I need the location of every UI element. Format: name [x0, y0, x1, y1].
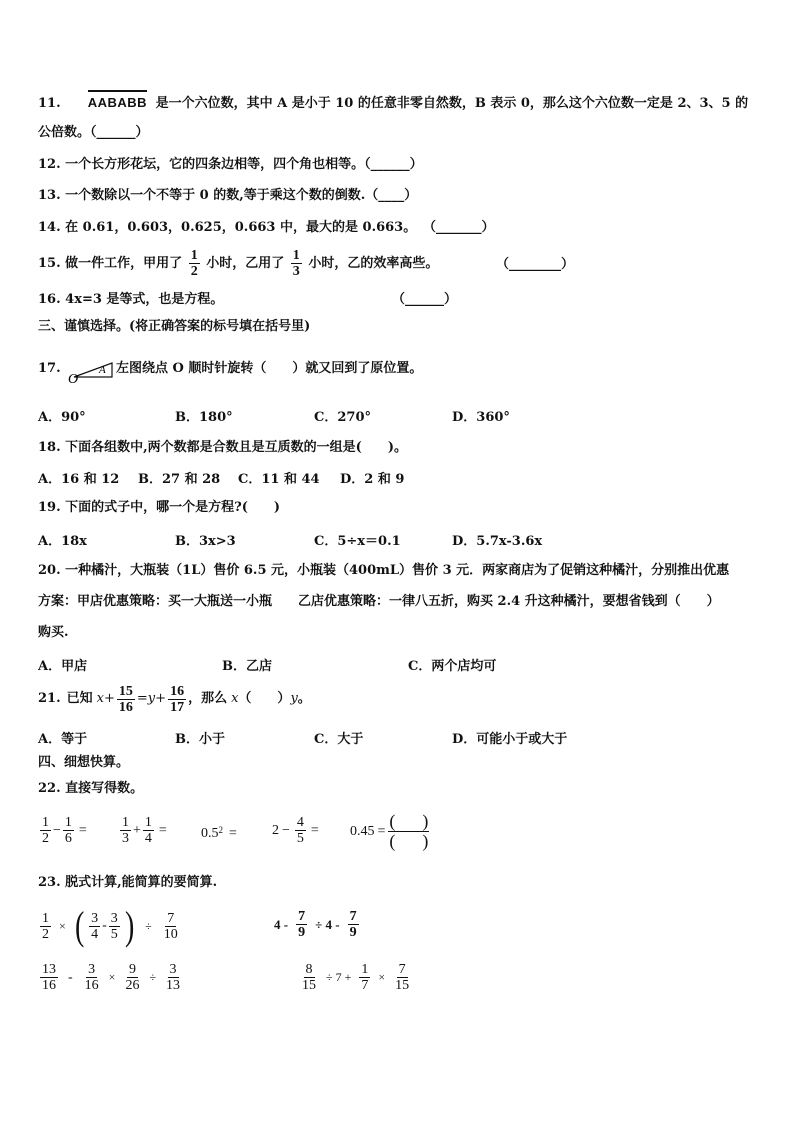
- question-11: [38, 90, 748, 113]
- mental-calc-1: $\frac{1}{2}$ − $\frac{1}{6}$ =: [42, 815, 87, 846]
- question-text: 下面各组数中,两个数都是合数且是互质数的一组是( )。: [65, 440, 407, 455]
- option-b[interactable]: B．3x>3: [175, 534, 236, 549]
- answer-paren-14[interactable]: （_______）: [423, 220, 495, 235]
- question-23: [38, 874, 217, 892]
- question-18: [38, 439, 407, 457]
- option-b[interactable]: B．乙店: [222, 659, 272, 674]
- step-calc-3: $\frac{13}{16}$ - $\frac{3}{16}$ × $\frac{9}{26}$ ÷ $\frac{3}{13}$: [42, 962, 181, 993]
- question-text: 一个长方形花坛，它的四条边相等，四个角也相等。（______）: [65, 157, 423, 172]
- option-a[interactable]: A．18x: [38, 534, 87, 549]
- question-20-line-3: 购买.: [38, 625, 69, 640]
- step-calc-1: $\frac{1}{2}$ × ( $\frac{3}{4}$ - $\frac{3}{5}$ ) ÷ $\frac{7}{10}$: [42, 903, 178, 948]
- options-18: [38, 468, 758, 486]
- option-a[interactable]: A．90°: [38, 410, 86, 425]
- variable-x: x: [96, 691, 104, 706]
- step-calc-4: $\frac{8}{15}$ ÷ 7 + $\frac{1}{7}$ × $\frac{7}{15}$: [302, 962, 410, 993]
- option-b[interactable]: B．小于: [175, 732, 225, 747]
- question-17: [38, 360, 61, 378]
- question-text: 脱式计算,能简算的要简算.: [65, 875, 218, 890]
- question-14: [38, 219, 416, 237]
- question-text: 左图绕点 O 顺时针旋转（ ）就又回到了原位置。: [116, 361, 423, 376]
- question-text: 小时，乙的效率高些。: [308, 256, 439, 271]
- question-number: 15.: [38, 256, 61, 271]
- question-number: 19.: [38, 500, 61, 515]
- option-c[interactable]: C．大于: [314, 732, 364, 747]
- question-16: [38, 291, 223, 309]
- options-20: [38, 655, 758, 673]
- answer-paren-21[interactable]: （ ）: [238, 691, 291, 706]
- question-number: 20.: [38, 563, 61, 578]
- question-number: 13.: [38, 188, 61, 203]
- question-number: 17.: [38, 361, 61, 376]
- question-text: 在 0.61，0.603，0.625，0.663 中，最大的是 0.663。: [65, 220, 417, 235]
- option-c[interactable]: C．两个店均可: [408, 659, 497, 674]
- mental-calc-3: 0.5 $^2$ =: [201, 825, 237, 841]
- option-b[interactable]: B．27 和 28: [138, 472, 221, 487]
- mental-calc-4: 2 − $\frac{4}{5}$ =: [272, 815, 319, 846]
- variable-y: y: [147, 691, 156, 706]
- option-d[interactable]: D．2 和 9: [340, 472, 405, 487]
- question-text: 小时，乙用了: [206, 256, 285, 271]
- question-text: 已知: [66, 691, 93, 706]
- fraction: $\frac{1}{2}$: [190, 248, 198, 279]
- question-number: 21.: [38, 691, 61, 706]
- mental-calc-5: 0.45 = ( ) ( ): [350, 811, 429, 851]
- options-17: [38, 406, 758, 424]
- question-text: 4x=3 是等式，也是方程。: [65, 292, 224, 307]
- answer-paren-16[interactable]: （______）: [392, 292, 458, 307]
- mental-calc-2: $\frac{1}{3}$ + $\frac{1}{4}$ =: [122, 815, 167, 846]
- question-text: 做一件工作，甲用了: [65, 256, 183, 271]
- options-21: [38, 728, 758, 746]
- question-19: [38, 499, 280, 517]
- question-number: 11.: [38, 96, 61, 111]
- question-20-line-2: 方案：甲店优惠策略：买一大瓶送一小瓶 乙店优惠策略：一律八五折，购买 2.4 升这种橘汁，要想省钱到（ ）: [38, 594, 720, 609]
- question-13: [38, 187, 417, 205]
- overline-number: AABABB: [88, 90, 147, 112]
- point-a-label: A: [99, 364, 106, 376]
- option-a[interactable]: A．16 和 12: [38, 472, 120, 487]
- option-c[interactable]: C．11 和 44: [238, 472, 320, 487]
- answer-paren-15[interactable]: （________）: [496, 257, 575, 272]
- options-19: [38, 530, 758, 548]
- question-number: 18.: [38, 440, 61, 455]
- question-text: 一个数除以一个不等于 0 的数,等于乘这个数的倒数.（____）: [65, 188, 418, 203]
- option-a[interactable]: A．等于: [38, 732, 88, 747]
- option-a[interactable]: A．甲店: [38, 659, 88, 674]
- fraction: $\frac{1}{3}$: [292, 248, 300, 279]
- question-text: 是一个六位数，其中 A 是小于 10 的任意非零自然数，B 表示 0，那么这个六位数一定是 2、3、5 的: [155, 96, 749, 111]
- question-text: 下面的式子中，哪一个是方程?( ): [65, 500, 281, 515]
- question-text: 直接写得数。: [65, 781, 144, 796]
- rotation-figure: [66, 355, 116, 385]
- question-text: 一种橘汁，大瓶装（1L）售价 6.5 元，小瓶装（400mL）售价 3 元．两家商店为了促销这种橘汁，分别推出优惠: [65, 563, 730, 578]
- question-number: 14.: [38, 220, 61, 235]
- option-c[interactable]: C．5÷x＝0.1: [314, 534, 401, 549]
- question-22: [38, 780, 143, 798]
- option-d[interactable]: D．360°: [452, 410, 510, 425]
- point-o-label: O: [68, 372, 79, 385]
- question-15: [38, 248, 438, 279]
- question-12: [38, 156, 423, 174]
- question-text: ，那么: [188, 691, 228, 706]
- triangle-shape: [74, 363, 112, 377]
- option-c[interactable]: C．270°: [314, 410, 371, 425]
- fraction: $\frac{15}{16}$: [118, 683, 133, 715]
- option-d[interactable]: D．5.7x-3.6x: [452, 534, 543, 549]
- option-d[interactable]: D．可能小于或大于: [452, 732, 568, 747]
- question-number: 23.: [38, 875, 61, 890]
- question-20: [38, 562, 729, 580]
- question-21: 21. 已知 x + $\frac{15}{16}$ = y + $\frac{16}{17}$ ，那么 x （ ） y 。: [38, 683, 311, 715]
- question-number: 22.: [38, 781, 61, 796]
- option-b[interactable]: B．180°: [175, 410, 233, 425]
- question-number: 16.: [38, 292, 61, 307]
- step-calc-2: 4 - $\frac{7}{9}$ ÷ 4 - $\frac{7}{9}$: [274, 909, 357, 940]
- question-11-continued: 公倍数。（______）: [38, 125, 149, 140]
- section-heading-4: 四、细想快算。: [38, 755, 130, 770]
- fraction: $\frac{16}{17}$: [170, 683, 185, 715]
- question-number: 12.: [38, 157, 61, 172]
- section-heading-3: 三、谨慎选择。(将正确答案的标号填在括号里): [38, 319, 311, 334]
- answer-fraction-blank[interactable]: ( ) ( ): [389, 811, 429, 851]
